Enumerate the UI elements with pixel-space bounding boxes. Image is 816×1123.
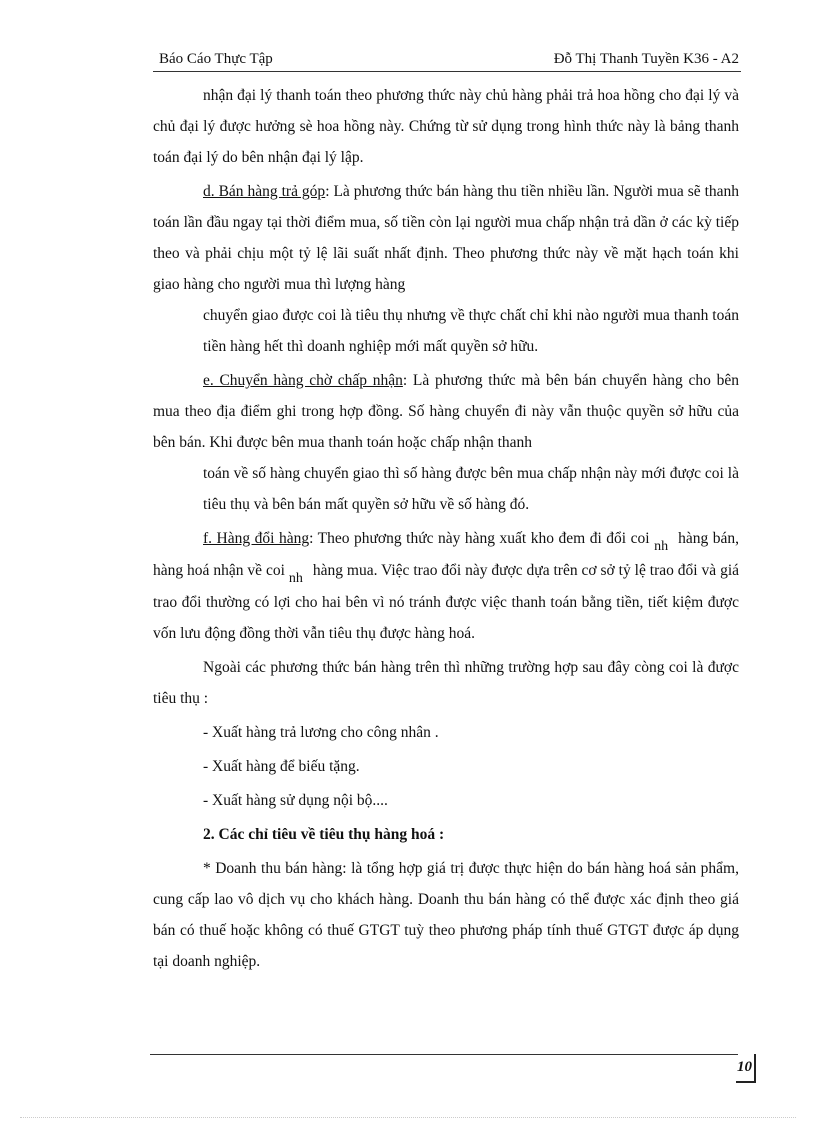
- list-item: - Xuất hàng trả lương cho công nhân .: [203, 724, 439, 741]
- page-header: [153, 51, 741, 72]
- paragraph-text: Theo phương thức này hàng xuất kho đem đi đổi coi: [317, 530, 650, 547]
- paragraph-pending-acceptance: [153, 365, 739, 458]
- heading-installment-sale: d. Bán hàng trả góp: [203, 183, 326, 200]
- heading-barter: f. Hàng đổi hàng: [203, 530, 310, 547]
- paragraph-installment-cont: [153, 300, 739, 362]
- paragraph-text: Là phương thức bán hàng thu tiền nhiều lần. Người mua sẽ thanh toán lần đầu ngay tại thời điểm mua, số tiền còn lại người mua chấp nhận trả dần ở các kỳ tiếp theo và phải chịu một tỷ lệ lãi suất nhất định. Theo phương thức này về mặt hạch toán khi giao hàng cho người mua thì lượng hàng: [153, 183, 740, 293]
- bullet-wages: [153, 717, 739, 748]
- separator: :: [402, 372, 413, 389]
- paragraph-text: Là phương thức mà bên bán chuyển hàng cho bên mua theo địa điểm ghi trong hợp đồng. Số hàng chuyển đi này vẫn thuộc quyền sở hữu của bên bán. Khi được bên mua thanh toán hoặc chấp nhận thanh: [153, 372, 739, 451]
- paragraph-pending-acceptance-cont: [153, 458, 739, 520]
- bullet-gifts: [153, 751, 739, 782]
- paragraph-text: chuyển giao được coi là tiêu thụ nhưng về thực chất chỉ khi nào người mua thanh toán tiền hàng hết thì doanh nghiệp mới mất quyền sở hữu.: [203, 307, 739, 355]
- paragraph-text: * Doanh thu bán hàng: là tổng hợp giá trị được thực hiện do bán hàng hoá sản phẩm, cung cấp lao vô dịch vụ cho khách hàng. Doanh thu bán hàng có thể được xác định theo giá bán có thuế hoặc không có thuế GTGT tuỳ theo phương pháp tính thuế GTGT được áp dụng tại doanh nghiệp.: [153, 860, 739, 970]
- stray-text-nh: nh: [654, 539, 669, 554]
- section-heading-2: [153, 819, 739, 850]
- heading-pending-acceptance: e. Chuyển hàng chờ chấp nhận: [203, 372, 403, 389]
- list-item: - Xuất hàng để biếu tặng.: [203, 758, 360, 775]
- paragraph-text: hàng bán, hàng hoá nhận về coi: [153, 530, 740, 579]
- page-number: 10: [737, 1059, 752, 1075]
- paragraph-agency-payment: [153, 80, 739, 173]
- paragraph-barter: [153, 523, 739, 649]
- header-author: Đỗ Thị Thanh Tuyền K36 - A2: [553, 51, 739, 67]
- paragraph-revenue: [153, 853, 739, 977]
- separator: :: [325, 183, 334, 200]
- paragraph-installment-sale: [153, 176, 739, 300]
- list-item: - Xuất hàng sử dụng nội bộ....: [203, 792, 388, 809]
- paragraph-text: hàng mua. Việc trao đổi này được dựa trên cơ sở tỷ lệ trao đổi và giá trao đổi thường có lợi cho hai bên vì nó tránh được việc thanh toán bằng tiền, tiết kiệm được vốn lưu động đồng thời vẫn tiêu thụ được hàng hoá.: [153, 562, 740, 642]
- paragraph-text: toán về số hàng chuyển giao thì số hàng được bên mua chấp nhận này mới được coi là tiêu thụ và bên bán mất quyền sở hữu về số hàng đó.: [203, 465, 739, 513]
- footer-divider: [150, 1054, 738, 1055]
- bullet-internal-use: [153, 785, 739, 816]
- paragraph-other-cases: [153, 652, 739, 714]
- document-body: [153, 80, 739, 977]
- stray-text-nh: nh: [288, 571, 303, 586]
- section-title: 2. Các chỉ tiêu về tiêu thụ hàng hoá :: [203, 826, 445, 843]
- page-bottom-dotted-line: [20, 1117, 796, 1118]
- paragraph-text: Ngoài các phương thức bán hàng trên thì những trường hợp sau đây còng coi là được tiêu thụ :: [153, 659, 739, 707]
- header-report-title: Báo Cáo Thực Tập: [159, 51, 273, 67]
- paragraph-text: nhận đại lý thanh toán theo phương thức này chủ hàng phải trả hoa hồng cho đại lý và chủ đại lý được hưởng sè hoa hồng này. Chứng từ sử dụng trong hình thức này là bảng thanh toán đại lý do bên nhận đại lý lập.: [153, 87, 739, 166]
- separator: :: [309, 530, 318, 547]
